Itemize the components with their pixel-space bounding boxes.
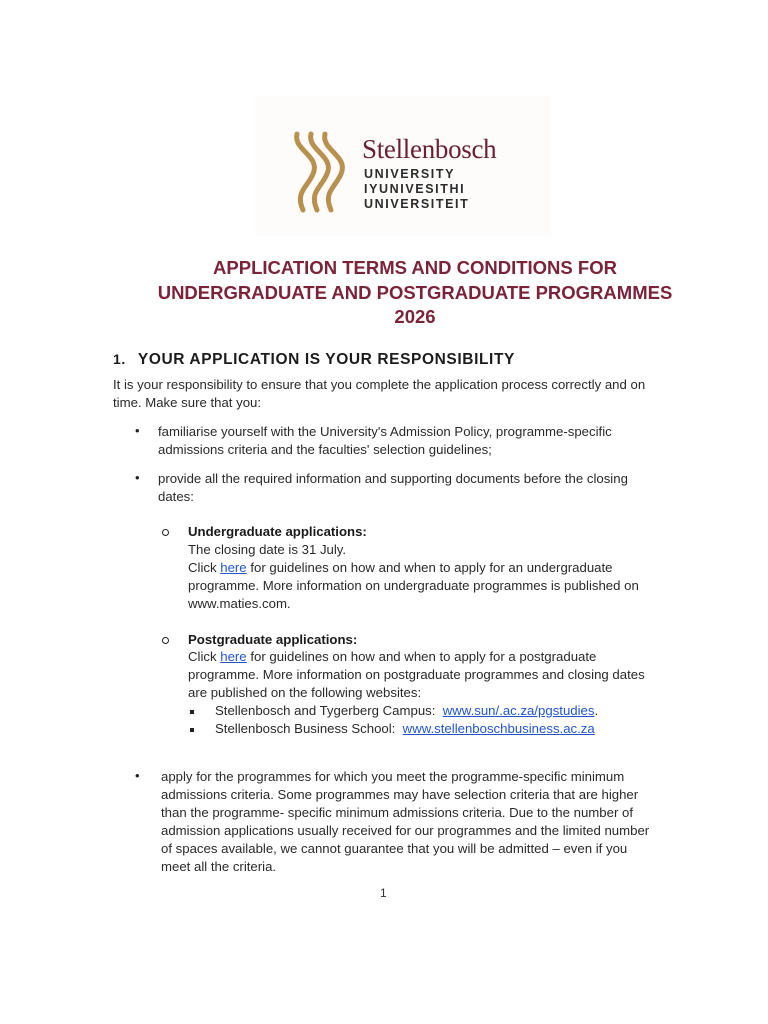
bullet-icon: •: [135, 423, 140, 438]
pgstudies-link[interactable]: www.sun/.ac.za/pgstudies: [442, 703, 595, 718]
bullet1-line-1: familiarise yourself with the University's Admission Policy, programme-specific: [158, 424, 612, 439]
ug-label: Undergraduate applications:: [188, 524, 367, 539]
logo-line-afrikaans: UNIVERSITEIT: [364, 197, 470, 211]
bullet3-line-5: of spaces available, we cannot guarantee that you will be admitted – even if you: [161, 841, 628, 856]
bullet3-line-2: admissions criteria. Some programmes may have selection criteria that are higher: [161, 787, 639, 802]
logo-line-english: UNIVERSITY: [364, 167, 456, 181]
pg-site-1: Stellenbosch and Tygerberg Campus: www.sun/.ac.za/pgstudies.: [215, 703, 599, 718]
pg-here-link[interactable]: here: [220, 649, 247, 664]
bullet2-line-2: dates:: [158, 489, 194, 504]
ug-here-link[interactable]: here: [220, 560, 247, 575]
ug-line-3: programme. More information on undergraduate programmes is published on: [188, 578, 639, 593]
title-line-1: APPLICATION TERMS AND CONDITIONS FOR: [213, 257, 617, 278]
bullet-icon: •: [135, 470, 140, 485]
university-logo: [255, 96, 551, 236]
bullet3-line-6: meet all the criteria.: [161, 859, 277, 874]
business-school-link[interactable]: www.stellenboschbusiness.ac.za: [402, 721, 595, 736]
pg-line-1: Click here for guidelines on how and when to apply for a postgraduate: [188, 649, 597, 664]
square-bullet-icon: [190, 728, 194, 732]
square-bullet-icon: [190, 710, 194, 714]
document-title: [100, 256, 730, 330]
bullet3-line-4: admission applications usually received for our programmes and the limited number: [161, 823, 650, 838]
title-line-2: UNDERGRADUATE AND POSTGRADUATE PROGRAMMES: [157, 281, 673, 303]
bullet1-line-2: admissions criteria and the faculties' selection guidelines;: [158, 442, 492, 457]
university-crest-icon: [291, 130, 355, 214]
bullet3-line-3: than the programme- specific minimum admissions criteria. Due to the number of: [161, 805, 634, 820]
logo-line-xhosa: IYUNIVESITHI: [364, 182, 466, 196]
section-number: 1.: [113, 351, 126, 367]
bullet3-line-1: apply for the programmes for which you meet the programme-specific minimum: [161, 769, 625, 784]
pg-line-2: programme. More information on postgraduate programmes and closing dates: [188, 667, 645, 682]
section-heading: [113, 351, 515, 369]
ug-line-4: www.maties.com.: [188, 596, 291, 611]
section-heading-text: YOUR APPLICATION IS YOUR RESPONSIBILITY: [137, 351, 515, 368]
bullet2-line-1: provide all the required information and supporting documents before the closing: [158, 471, 628, 486]
intro-line-2: time. Make sure that you:: [113, 395, 262, 410]
page-number: 1: [380, 886, 387, 900]
pg-line-3: are published on the following websites:: [188, 685, 422, 700]
ug-line-1: The closing date is 31 July.: [188, 542, 347, 557]
pg-label: Postgraduate applications:: [188, 632, 358, 647]
circle-bullet-icon: [162, 637, 169, 644]
title-line-3: 2026: [394, 306, 436, 327]
logo-wordmark: Stellenbosch: [362, 134, 497, 164]
bullet-icon: •: [135, 768, 140, 783]
intro-line-1: It is your responsibility to ensure that you complete the application process correctly and on: [113, 377, 646, 392]
pg-site-2: Stellenbosch Business School: www.stellenboschbusiness.ac.za: [215, 721, 595, 736]
ug-line-2: Click here for guidelines on how and when to apply for an undergraduate: [188, 560, 613, 575]
circle-bullet-icon: [162, 529, 169, 536]
